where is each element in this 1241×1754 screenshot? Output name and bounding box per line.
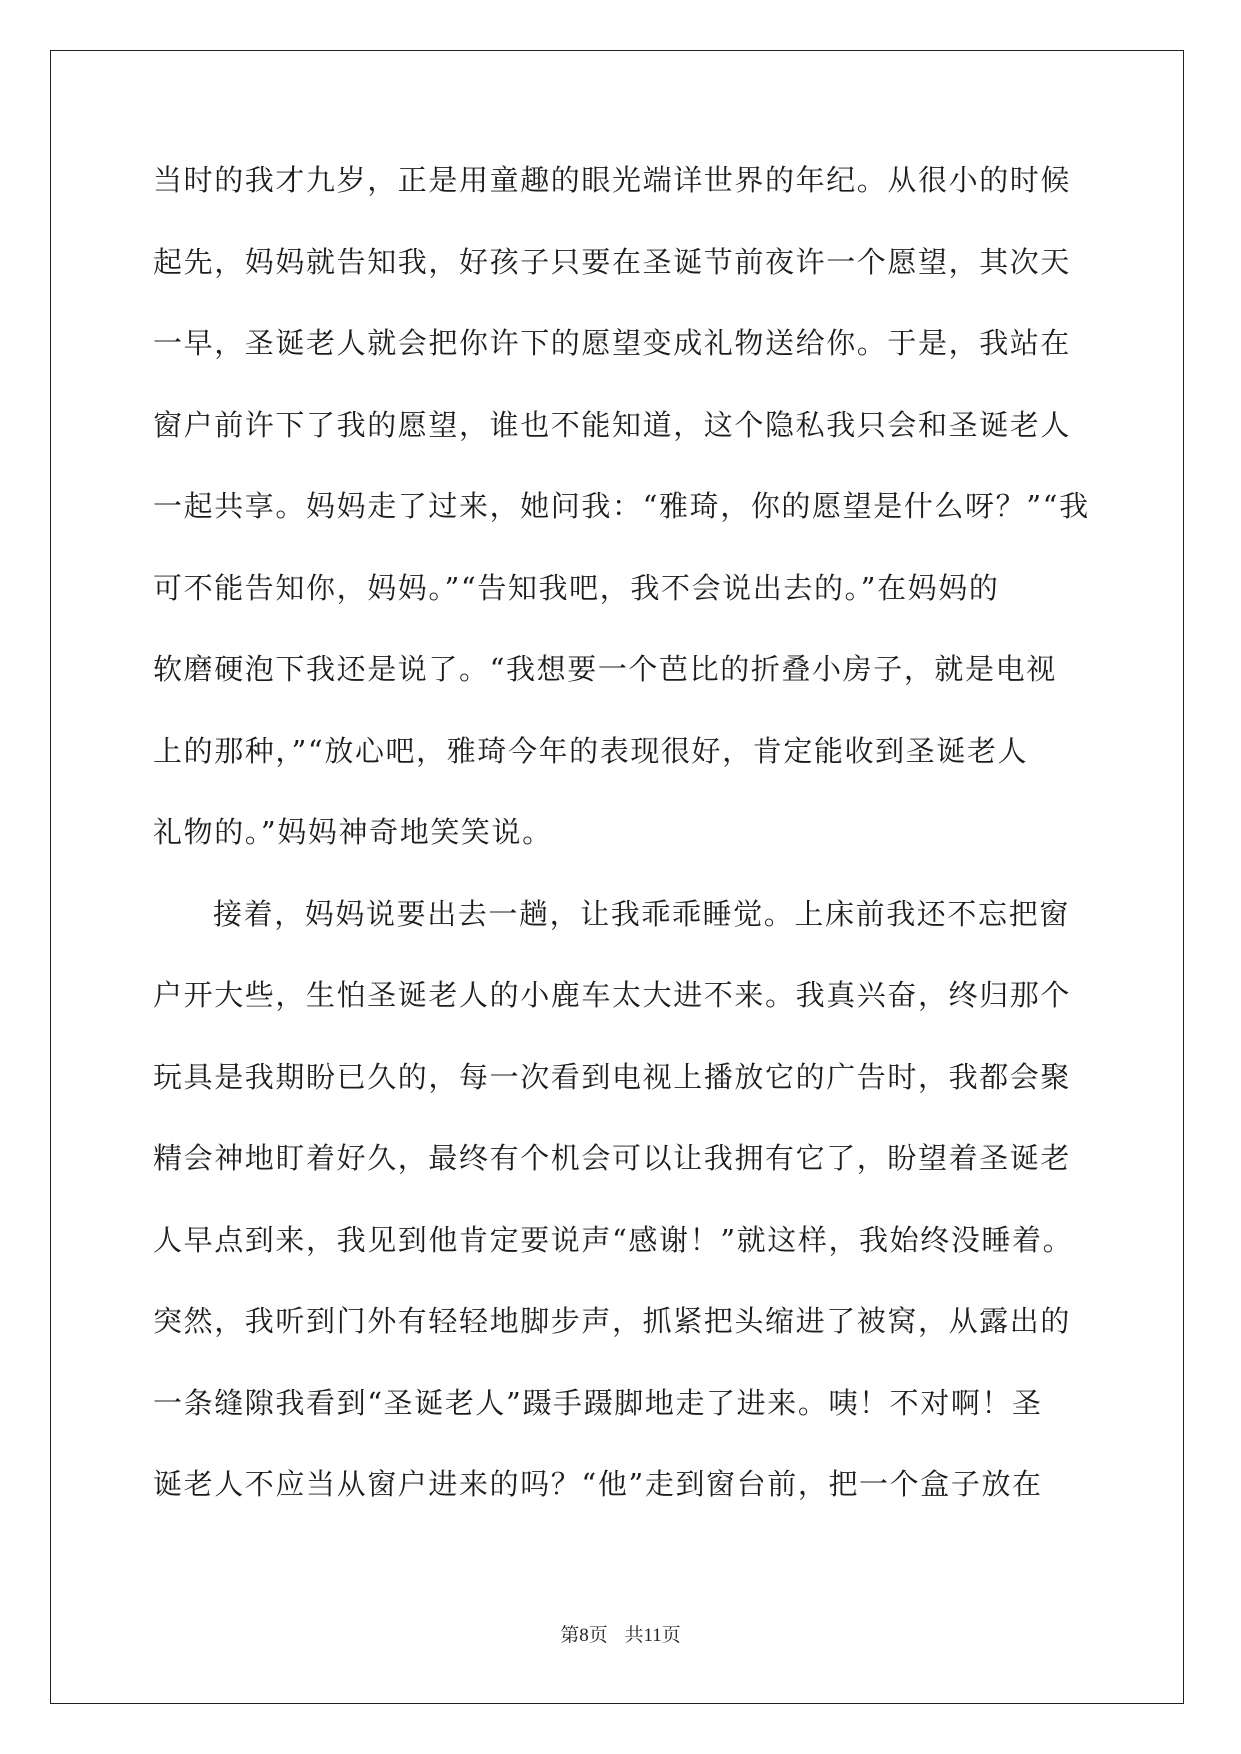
paragraph-start-line: 接着，妈妈说要出去一趟，让我乖乖睡觉。上床前我还不忘把窗	[213, 896, 1070, 931]
text-line: 玩具是我期盼已久的，每一次看到电视上播放它的广告时，我都会聚	[153, 1059, 1072, 1094]
text-line: 当时的我才九岁，正是用童趣的眼光端详世界的年纪。从很小的时候	[153, 163, 1072, 197]
text-line: 上的那种，”“放心吧，雅琦今年的表现很好，肯定能收到圣诞老人	[153, 733, 1029, 768]
page-number: 第8页	[560, 1625, 608, 1646]
text-line: 一条缝隙我看到“圣诞老人”蹑手蹑脚地走了进来。咦！不对啊！圣	[153, 1385, 1043, 1420]
text-line: 诞老人不应当从窗户进来的吗？“他”走到窗台前，把一个盒子放在	[153, 1467, 1043, 1501]
text-line: 礼物的。”妈妈神奇地笑笑说。	[153, 815, 553, 849]
text-line: 窗户前许下了我的愿望，谁也不能知道，这个隐私我只会和圣诞老人	[153, 407, 1072, 442]
text-line: 可不能告知你，妈妈。”“告知我吧，我不会说出去的。”在妈妈的	[153, 570, 1000, 605]
text-line: 户开大些，生怕圣诞老人的小鹿车太大进不来。我真兴奋，终归那个	[153, 978, 1072, 1012]
total-pages: 共11页	[624, 1625, 681, 1646]
text-line: 一早，圣诞老人就会把你许下的愿望变成礼物送给你。于是，我站在	[153, 326, 1072, 360]
text-line: 突然，我听到门外有轻轻地脚步声，抓紧把头缩进了被窝，从露出的	[153, 1304, 1072, 1338]
text-line: 起先，妈妈就告知我，好孩子只要在圣诞节前夜许一个愿望，其次天	[153, 244, 1072, 279]
text-line: 软磨硬泡下我还是说了。“我想要一个芭比的折叠小房子，就是电视	[153, 652, 1057, 686]
document-body	[153, 160, 1093, 1546]
text-line: 人早点到来，我见到他肯定要说声“感谢！”就这样，我始终没睡着。	[153, 1222, 1074, 1257]
text-line: 精会神地盯着好久，最终有个机会可以让我拥有它了，盼望着圣诞老	[153, 1141, 1072, 1175]
text-line: 一起共享。妈妈走了过来，她问我：“雅琦，你的愿望是什么呀？”“我	[153, 489, 1090, 523]
page-footer	[0, 1620, 1241, 1647]
